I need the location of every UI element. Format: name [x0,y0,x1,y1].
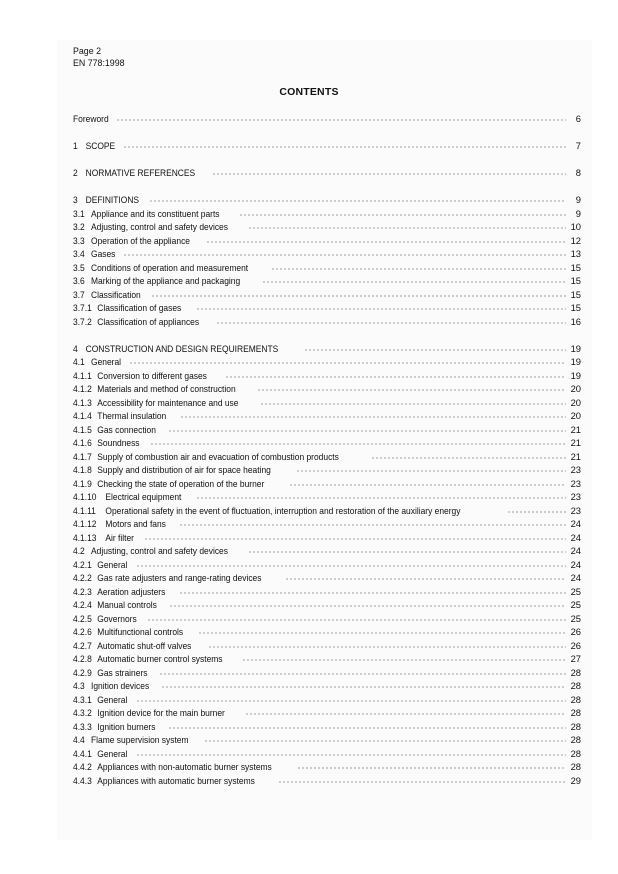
toc-entry-number: 4.2.5 [73,613,92,624]
toc-entry[interactable] [73,355,581,367]
toc-entry[interactable] [73,666,581,678]
toc-entry[interactable] [73,423,581,435]
toc-entry-text: Accessibility for maintenance and use [97,397,239,408]
toc-entry-number: 4.2.6 [73,626,92,637]
toc-entry-label [73,167,195,178]
toc-entry-text: Aeration adjusters [97,586,166,597]
toc-entry-label [73,491,181,502]
toc-entry-label [73,302,181,313]
toc-entry-label [73,208,220,219]
toc-entry-number: 4.1.1 [73,370,92,381]
toc-entry[interactable] [73,693,581,705]
toc-entry-text: General [97,694,128,705]
toc-entry-label [73,424,156,435]
dot-leader [242,658,566,662]
toc-entry-label [73,410,166,421]
toc-entry-page: 28 [570,667,581,678]
toc-entry-page: 26 [570,640,581,651]
toc-entry[interactable] [73,733,581,745]
toc-entry-text: General [97,559,128,570]
toc-entry[interactable] [73,760,581,772]
dot-leader [262,280,566,284]
toc-entry[interactable] [73,544,581,556]
toc-entry[interactable] [73,612,581,624]
toc-entry-label [73,289,141,300]
toc-entry-number: 4.1.4 [73,410,92,421]
toc-entry[interactable] [73,598,581,610]
toc-entry-number: 4.3.1 [73,694,92,705]
dot-leader [180,415,566,419]
toc-entry-label [73,532,134,543]
toc-entry[interactable] [73,207,581,219]
toc-entry-text: Appliances with automatic burner systems [97,775,255,786]
dot-leader [248,226,566,230]
toc-entry-number: 4.2.9 [73,667,92,678]
toc-entry-text: Operational safety in the event of fluctuation, interruption and restoration of the auxiliary energy [105,505,461,516]
toc-entry-number: 3 [73,194,78,205]
toc-entry-number: 4.2.2 [73,572,92,583]
page-header [73,46,125,69]
toc-entry-page: 24 [570,518,581,529]
toc-entry-text: Governors [97,613,137,624]
toc-entry[interactable] [73,112,581,124]
dot-leader [216,321,566,325]
toc-entry-label [73,451,339,462]
toc-entry-label [73,559,127,570]
toc-entry-label [73,235,190,246]
toc-entry-page: 6 [575,113,581,124]
toc-entry-number: 3.7.1 [73,302,92,313]
toc-entry-label [73,761,272,772]
toc-entry-text: Air filter [105,532,135,543]
toc-entry-page: 20 [570,397,581,408]
toc-entry-text: NORMATIVE REFERENCES [85,167,196,178]
toc-entry-text: Ignition devices [91,680,150,691]
toc-entry-number: 4.3 [73,680,85,691]
dot-leader [161,685,566,689]
dot-leader [196,496,566,500]
dot-leader [168,726,566,730]
toc-entry[interactable] [73,625,581,637]
toc-entry[interactable] [73,288,581,300]
toc-entry-page: 28 [570,707,581,718]
toc-entry-label [73,478,264,489]
toc-entry-number: 4.1.8 [73,464,92,475]
toc-entry-label [73,545,228,556]
toc-entry-text: DEFINITIONS [85,194,140,205]
toc-entry-label [73,370,207,381]
toc-entry-label [73,343,278,354]
toc-entry-page: 28 [570,721,581,732]
contents-title: CONTENTS [279,86,339,98]
toc-entry-label [73,667,147,678]
toc-entry-page: 26 [570,626,581,637]
toc-entry-text: Supply and distribution of air for space heating [97,464,271,475]
toc-entry-text: Soundness [97,437,140,448]
dot-leader [169,604,566,608]
toc-entry-number: 3.3 [73,235,85,246]
dot-leader [196,307,566,311]
toc-entry-page: 13 [570,248,581,259]
toc-entry-number: 3.2 [73,221,85,232]
toc-entry-page: 19 [570,343,581,354]
toc-entry-page: 28 [570,734,581,745]
toc-entry[interactable] [73,247,581,259]
toc-entry-page: 27 [570,653,581,664]
toc-entry-page: 23 [570,505,581,516]
toc-entry-label [73,586,165,597]
dot-leader [159,672,566,676]
toc-entry[interactable] [73,652,581,664]
dot-leader [179,523,566,527]
toc-entry-number: 4.1.2 [73,383,92,394]
toc-entry[interactable] [73,315,581,327]
dot-leader [147,618,566,622]
toc-entry[interactable] [73,409,581,421]
toc-entry-text: Conversion to different gases [97,370,207,381]
dot-leader [136,699,566,703]
dot-leader [296,469,566,473]
toc-entry-page: 28 [570,748,581,759]
dot-leader [239,213,566,217]
toc-entry-page: 21 [570,451,581,462]
toc-entry-page: 10 [570,221,581,232]
toc-entry-number: 4.1.7 [73,451,92,462]
dot-leader [150,442,566,446]
toc-entry-page: 15 [570,275,581,286]
toc-entry-text: Gases [91,248,116,259]
toc-entry-text: Automatic burner control systems [97,653,223,664]
toc-entry-text: Classification of appliances [97,316,200,327]
standard-reference: EN 778:1998 [73,57,125,69]
toc-entry-number: 2 [73,167,78,178]
toc-entry-number: 3.6 [73,275,85,286]
toc-entry-text: Electrical equipment [105,491,182,502]
toc-entry-label [73,748,127,759]
dot-leader [206,240,566,244]
toc-entry[interactable] [73,477,581,489]
toc-entry-text: Gas rate adjusters and range-rating devices [97,572,262,583]
toc-entry-page: 25 [570,586,581,597]
toc-entry[interactable] [73,706,581,718]
dot-leader [271,267,566,271]
toc-entry-page: 12 [570,235,581,246]
toc-entry-text: Classification of gases [97,302,182,313]
toc-entry-text: Adjusting, control and safety devices [91,545,228,556]
toc-entry[interactable] [73,234,581,246]
toc-entry-label [73,653,223,664]
toc-entry-page: 7 [575,140,581,151]
toc-entry[interactable] [73,531,581,543]
dot-leader [136,753,566,757]
toc-entry-text: Adjusting, control and safety devices [91,221,228,232]
toc-entry-text: Materials and method of construction [97,383,236,394]
toc-entry-text: Conditions of operation and measurement [91,262,249,273]
toc-entry[interactable] [73,382,581,394]
dot-leader [371,456,566,460]
dot-leader [136,564,566,568]
toc-entry-label [73,640,191,651]
dot-leader [297,766,566,770]
toc-entry-number: 1 [73,140,78,151]
toc-entry-text: Operation of the appliance [91,235,190,246]
toc-entry-number: 4.2 [73,545,85,556]
toc-entry[interactable] [73,369,581,381]
toc-entry-label [73,518,166,529]
toc-entry-page: 28 [570,680,581,691]
toc-entry-label [73,383,236,394]
toc-entry-number: 4.2.4 [73,599,92,610]
toc-entry[interactable] [73,450,581,462]
toc-entry-text: SCOPE [85,140,116,151]
toc-entry-page: 24 [570,545,581,556]
toc-entry-page: 21 [570,437,581,448]
toc-entry-text: General [91,356,122,367]
toc-entry-label [73,356,121,367]
toc-entry-label [73,707,225,718]
toc-entry-text: Ignition burners [97,721,156,732]
toc-entry-text: Ignition device for the main burner [97,707,225,718]
toc-entry-number: 4.1.3 [73,397,92,408]
dot-leader [257,388,566,392]
toc-entry-page: 20 [570,410,581,421]
toc-entry-label [73,505,460,516]
toc-entry-text: Foreword [73,113,109,124]
toc-entry-page: 28 [570,694,581,705]
toc-entry-number: 4.2.1 [73,559,92,570]
toc-entry-number: 4.1.10 [73,491,97,502]
dot-leader [204,739,566,743]
toc-entry-text: Appliance and its constituent parts [91,208,220,219]
page-number-label: Page 2 [73,46,101,57]
toc-entry-number: 4.2.3 [73,586,92,597]
toc-entry-page: 8 [575,167,581,178]
toc-entry-text: Thermal insulation [97,410,167,421]
toc-entry-label [73,397,238,408]
toc-entry-page: 15 [570,262,581,273]
toc-entry-label [73,248,115,259]
toc-entry-number: 4.1.13 [73,532,97,543]
toc-entry[interactable] [73,220,581,232]
toc-entry-page: 9 [575,194,581,205]
dot-leader [260,402,566,406]
toc-entry-label [73,221,228,232]
toc-entry-label [73,613,137,624]
toc-entry-page: 19 [570,370,581,381]
toc-entry-number: 4.2.8 [73,653,92,664]
toc-entry-label [73,572,261,583]
toc-entry-page: 19 [570,356,581,367]
toc-entry-text: Classification [91,289,141,300]
toc-entry-number: 4.2.7 [73,640,92,651]
dot-leader [129,361,566,365]
dot-leader [208,645,566,649]
toc-entry-page: 23 [570,478,581,489]
toc-entry-number: 3.1 [73,208,85,219]
toc-entry-page: 21 [570,424,581,435]
toc-entry[interactable] [73,747,581,759]
toc-entry-number: 4.1.9 [73,478,92,489]
toc-entry[interactable] [73,517,581,529]
toc-entry[interactable] [73,679,581,691]
toc-entry[interactable] [73,585,581,597]
toc-entry[interactable] [73,720,581,732]
toc-entry-label [73,437,140,448]
toc-entry-label [73,626,183,637]
toc-entry-text: Automatic shut-off valves [97,640,192,651]
toc-entry-text: CONSTRUCTION AND DESIGN REQUIREMENTS [85,343,279,354]
toc-entry-label [73,734,189,745]
toc-entry-page: 20 [570,383,581,394]
toc-entry[interactable] [73,139,581,151]
toc-entry-label [73,721,155,732]
toc-entry-number: 3.4 [73,248,85,259]
toc-entry-text: Motors and fans [105,518,166,529]
toc-entry[interactable] [73,774,581,786]
toc-entry-text: Multifunctional controls [97,626,184,637]
toc-entry-text: Manual controls [97,599,157,610]
dot-leader [149,199,566,203]
dot-leader [151,294,566,298]
toc-entry-text: Gas strainers [97,667,148,678]
toc-entry-page: 24 [570,532,581,543]
dot-leader [278,780,566,784]
dot-leader [285,577,566,581]
dot-leader [168,429,566,433]
toc-entry[interactable] [73,166,581,178]
toc-entry-label [73,694,127,705]
toc-entry-number: 4 [73,343,78,354]
toc-entry-number: 4.1.12 [73,518,97,529]
toc-entry-page: 25 [570,599,581,610]
toc-entry[interactable] [73,301,581,313]
toc-entry-page: 28 [570,761,581,772]
toc-entry-number: 4.3.3 [73,721,92,732]
toc-entry[interactable] [73,274,581,286]
toc-entry-label [73,113,109,124]
toc-entry[interactable] [73,558,581,570]
dot-leader [248,550,566,554]
toc-entry-number: 4.4.1 [73,748,92,759]
toc-entry-page: 23 [570,464,581,475]
toc-entry-page: 24 [570,572,581,583]
toc-entry[interactable] [73,571,581,583]
dot-leader [245,712,566,716]
toc-entry-text: Checking the state of operation of the burner [97,478,265,489]
toc-entry[interactable] [73,396,581,408]
toc-entry-text: Marking of the appliance and packaging [91,275,241,286]
toc-entry-number: 3.7 [73,289,85,300]
toc-entry-label [73,194,139,205]
toc-entry-number: 4.4.3 [73,775,92,786]
toc-entry-number: 4.4.2 [73,761,92,772]
toc-entry-text: Flame supervision system [91,734,189,745]
toc-entry[interactable] [73,261,581,273]
toc-entry[interactable] [73,193,581,205]
toc-entry-number: 3.7.2 [73,316,92,327]
dot-leader [198,631,566,635]
toc-entry-page: 15 [570,302,581,313]
dot-leader [289,483,566,487]
toc-entry-page: 29 [570,775,581,786]
dot-leader [144,537,566,541]
dot-leader [123,253,566,257]
dot-leader [179,591,566,595]
toc-entry-number: 4.1.11 [73,505,96,516]
dot-leader [225,375,566,379]
toc-entry-number: 4.1 [73,356,85,367]
toc-entry-label [73,775,255,786]
toc-entry-label [73,275,240,286]
toc-entry-page: 25 [570,613,581,624]
toc-entry[interactable] [73,463,581,475]
toc-entry-label [73,262,248,273]
toc-entry-page: 24 [570,559,581,570]
toc-entry[interactable] [73,490,581,502]
toc-entry[interactable] [73,504,581,516]
toc-entry[interactable] [73,342,581,354]
toc-entry-text: Gas connection [97,424,156,435]
toc-entry-page: 23 [570,491,581,502]
toc-entry-number: 4.4 [73,734,85,745]
toc-entry[interactable] [73,436,581,448]
toc-entry-number: 4.1.6 [73,437,92,448]
dot-leader [212,172,566,176]
toc-entry-number: 3.5 [73,262,85,273]
toc-entry-text: General [97,748,128,759]
toc-entry-page: 9 [575,208,581,219]
toc-entry-page: 15 [570,289,581,300]
toc-entry-number: 4.3.2 [73,707,92,718]
toc-entry-number: 4.1.5 [73,424,92,435]
toc-entry[interactable] [73,639,581,651]
dot-leader [507,510,566,514]
dot-leader [116,118,566,122]
toc-entry-label [73,316,199,327]
dot-leader [304,348,566,352]
toc-entry-text: Appliances with non-automatic burner systems [97,761,272,772]
toc-entry-label [73,599,157,610]
dot-leader [123,145,566,149]
toc-entry-text: Supply of combustion air and evacuation of combustion products [97,451,339,462]
toc-entry-page: 16 [570,316,581,327]
toc-entry-label [73,680,149,691]
toc-entry-label [73,464,271,475]
toc-entry-label [73,140,115,151]
